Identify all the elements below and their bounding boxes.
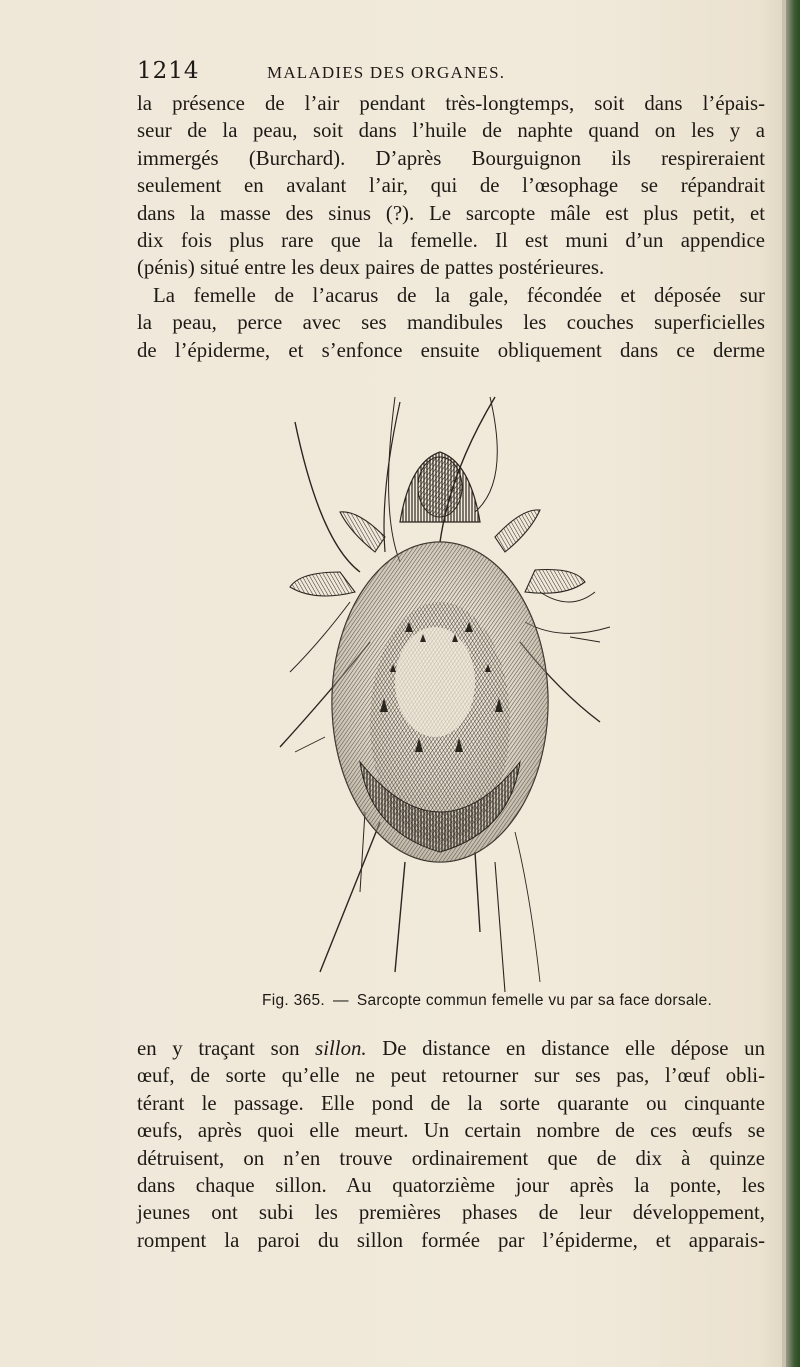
text-line: la peau, perce avec ses mandibules les couches superficielles — [137, 311, 765, 335]
text-line: œufs, après quoi elle meurt. Un certain nombre de ces œufs se — [137, 1119, 765, 1143]
text-line: œuf, de sorte qu’elle ne peut retourner sur ses pas, l’œuf obli- — [137, 1064, 765, 1088]
text-line: dans chaque sillon. Au quatorzième jour après la ponte, les — [137, 1174, 765, 1198]
bottom-text-block — [137, 1035, 765, 1254]
figure-caption — [262, 992, 762, 1010]
text-line: La femelle de l’acarus de la gale, fécondée et déposée sur — [153, 283, 765, 307]
text-line: seur de la peau, soit dans l’huile de naphte quand on les y a — [137, 119, 765, 143]
text-line: jeunes ont subi les premières phases de leur développement, — [137, 1201, 765, 1225]
text-line — [137, 1035, 765, 1062]
text-line: rompent la paroi du sillon formée par l’épiderme, et apparais- — [137, 1228, 765, 1252]
caption-text: Sarcopte commun femelle vu par sa face dorsale. — [356, 992, 713, 1009]
text-line: détruisent, on n’en trouve ordinairement que de dix à quinze — [137, 1146, 765, 1170]
sarcopte-figure — [240, 392, 640, 992]
text-line: la présence de l’air pendant très-longtemps, soit dans l’épais- — [137, 92, 765, 115]
text-line: dans la masse des sinus (?). Le sarcopte mâle est plus petit, et — [137, 201, 765, 225]
page-number: 1214 — [137, 58, 200, 84]
text-line: dix fois plus rare que la femelle. Il est muni d’un appendice — [137, 229, 765, 253]
text-line: térant le passage. Elle pond de la sorte quarante ou cinquante — [137, 1091, 765, 1115]
sarcopte-illustration — [240, 392, 640, 992]
figure-label: Fig. 365. — [262, 992, 326, 1009]
italic-term: sillon. — [315, 1037, 367, 1060]
page-binding-edge — [786, 0, 800, 1367]
text-line: seulement en avalant l’air, qui de l’œsophage se répandrait — [137, 174, 765, 198]
text-line: (pénis) situé entre les deux paires de pattes postérieures. — [137, 256, 605, 280]
text-line: de l’épiderme, et s’enfonce ensuite obliquement dans ce derme — [137, 338, 765, 362]
text-line: immergés (Burchard). D’après Bourguignon ils respireraient — [137, 146, 765, 170]
caption-dash: — — [333, 992, 349, 1009]
text-span: en y traçant son — [137, 1037, 316, 1060]
top-text-block — [137, 90, 765, 364]
page-header — [137, 58, 777, 90]
running-head: MALADIES DES ORGANES. — [267, 63, 506, 82]
text-span: De distance en distance elle dépose un — [366, 1037, 765, 1060]
